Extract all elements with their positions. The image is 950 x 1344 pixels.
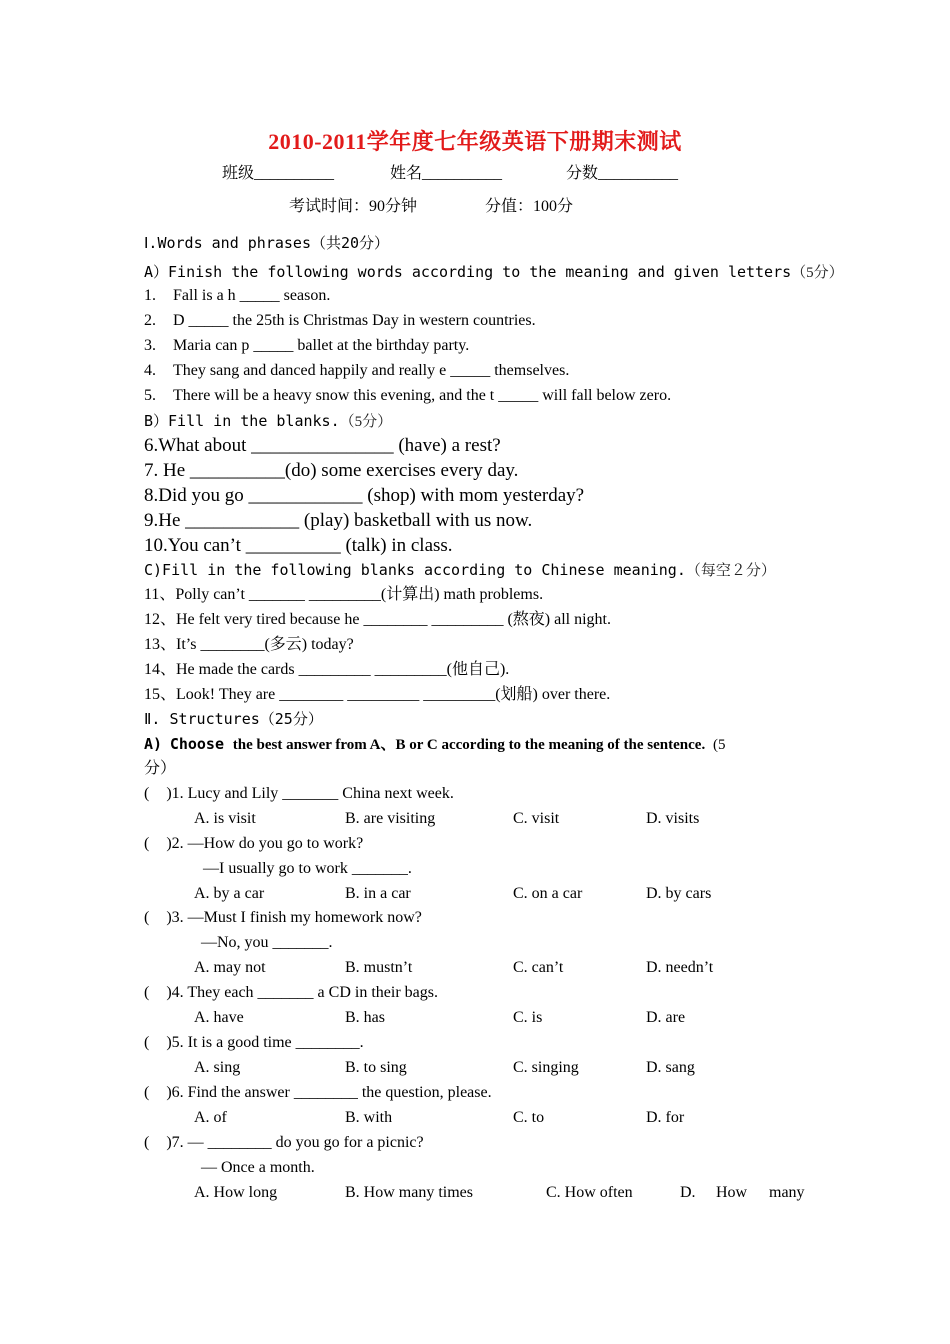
option-b: B. mustn’t [345,959,413,976]
option-a: A. is visit [194,810,256,827]
option-a: A. of [194,1109,227,1126]
question-3-reply: —No, you _______. [201,934,333,951]
option-a: A. How long [194,1184,278,1201]
name-field[interactable]: 姓名__________ [390,165,503,182]
option-b: B. has [345,1009,385,1026]
option-a: A. sing [194,1059,241,1076]
partA-points: （5分） [791,265,844,281]
answer-blank[interactable]: ( [144,1134,150,1151]
list-item: 14、He made the cards _________ _________(他自己). [144,661,510,678]
exam-time: 考试时间：90分钟 [289,198,418,215]
option-d: D. for [646,1109,685,1126]
answer-blank[interactable]: ( [144,835,150,852]
section1-partA-heading [144,261,844,284]
option-a: A. have [194,1009,244,1026]
question-5: ( )5. It is a good time ________. [144,1034,364,1051]
exam-value: 分值：100分 [485,198,574,215]
partC-heading-text: C)Fill in the following blanks according to Chinese meaning. [144,561,686,579]
answer-blank[interactable]: ( [144,785,150,802]
option-b: B. with [345,1109,393,1126]
list-item: 9.He ____________ (play) basketball with us now. [144,510,533,531]
list-item: 10.You can’t __________ (talk) in class. [144,535,453,556]
question-2-reply: —I usually go to work _______. [203,860,412,877]
list-item: 12、He felt very tired because he ________ _________ (熬夜) all night. [144,611,612,628]
option-c: C. How often [546,1184,633,1201]
option-b: B. in a car [345,885,411,902]
list-item: 15、Look! They are ________ _________ _________(划船) over there. [144,686,611,703]
list-item: 13、It’s ________(多云) today? [144,636,354,653]
question-6: ( )6. Find the answer ________ the question, please. [144,1084,492,1101]
list-item: 6.What about _______________ (have) a rest? [144,435,501,456]
partB-heading-text: B）Fill in the blanks. [144,412,340,430]
class-field[interactable]: 班级__________ [222,165,335,182]
option-b: B. to sing [345,1059,407,1076]
partC-points: （每空２分） [685,563,776,579]
option-d: D. are [646,1009,686,1026]
option-a: A. by a car [194,885,265,902]
answer-blank[interactable]: ( [144,1034,150,1051]
list-item: 3. Maria can p _____ ballet at the birthday party. [144,337,470,354]
option-b: B. How many times [345,1184,473,1201]
question-3: ( )3. —Must I finish my homework now? [144,909,422,926]
list-item: 7. He __________(do) some exercises every day. [144,460,519,481]
question-4: ( )4. They each _______ a CD in their bags. [144,984,438,1001]
list-item: 4. They sang and danced happily and really e _____ themselves. [144,362,570,379]
question-7: ( )7. — ________ do you go for a picnic? [144,1134,424,1151]
list-item: 8.Did you go ____________ (shop) with mom yesterday? [144,485,585,506]
question-7-reply: — Once a month. [201,1159,315,1176]
option-c: C. to [513,1109,545,1126]
partB-points: （5分） [339,414,393,430]
answer-blank[interactable]: ( [144,984,150,1001]
option-c: C. is [513,1009,543,1026]
list-item: 11、Polly can’t _______ _________(计算出) math problems. [144,586,544,603]
option-d-word-2: many [769,1184,805,1201]
option-c: C. can’t [513,959,564,976]
section2-partA-heading: A) Choose the best answer from A、B or C according to the meaning of the sentence. (5 [144,735,726,753]
question-1: ( )1. Lucy and Lily _______ China next week. [144,785,454,802]
option-a: A. may not [194,959,266,976]
score-field[interactable]: 分数__________ [566,165,679,182]
partA-heading-text: A）Finish the following words according to the meaning and given letters [144,263,792,281]
question-2: ( )2. —How do you go to work? [144,835,364,852]
option-c: C. on a car [513,885,583,902]
option-d: D. sang [646,1059,695,1076]
section1-partC-heading [144,559,776,582]
section2-partA-points: 分） [144,760,177,777]
option-d: D. [680,1184,696,1201]
page-title: 2010-2011学年度七年级英语下册期末测试 [268,129,682,154]
list-item: 2. D _____ the 25th is Christmas Day in western countries. [144,312,536,329]
answer-blank[interactable]: ( [144,909,150,926]
option-d: D. needn’t [646,959,714,976]
option-d-word-1: How [716,1184,748,1201]
section1-partB-heading [144,410,392,433]
option-b: B. are visiting [345,810,436,827]
list-item: 1. Fall is a h _____ season. [144,287,331,304]
section2-heading: Ⅱ. Structures（25分） [144,710,323,728]
section1-heading: Ⅰ.Words and phrases（共20分） [144,234,390,252]
answer-blank[interactable]: ( [144,1084,150,1101]
option-c: C. singing [513,1059,579,1076]
list-item: 5. There will be a heavy snow this evening, and the t _____ will fall below zero. [144,387,672,404]
option-d: D. by cars [646,885,712,902]
option-d: D. visits [646,810,700,827]
option-c: C. visit [513,810,560,827]
